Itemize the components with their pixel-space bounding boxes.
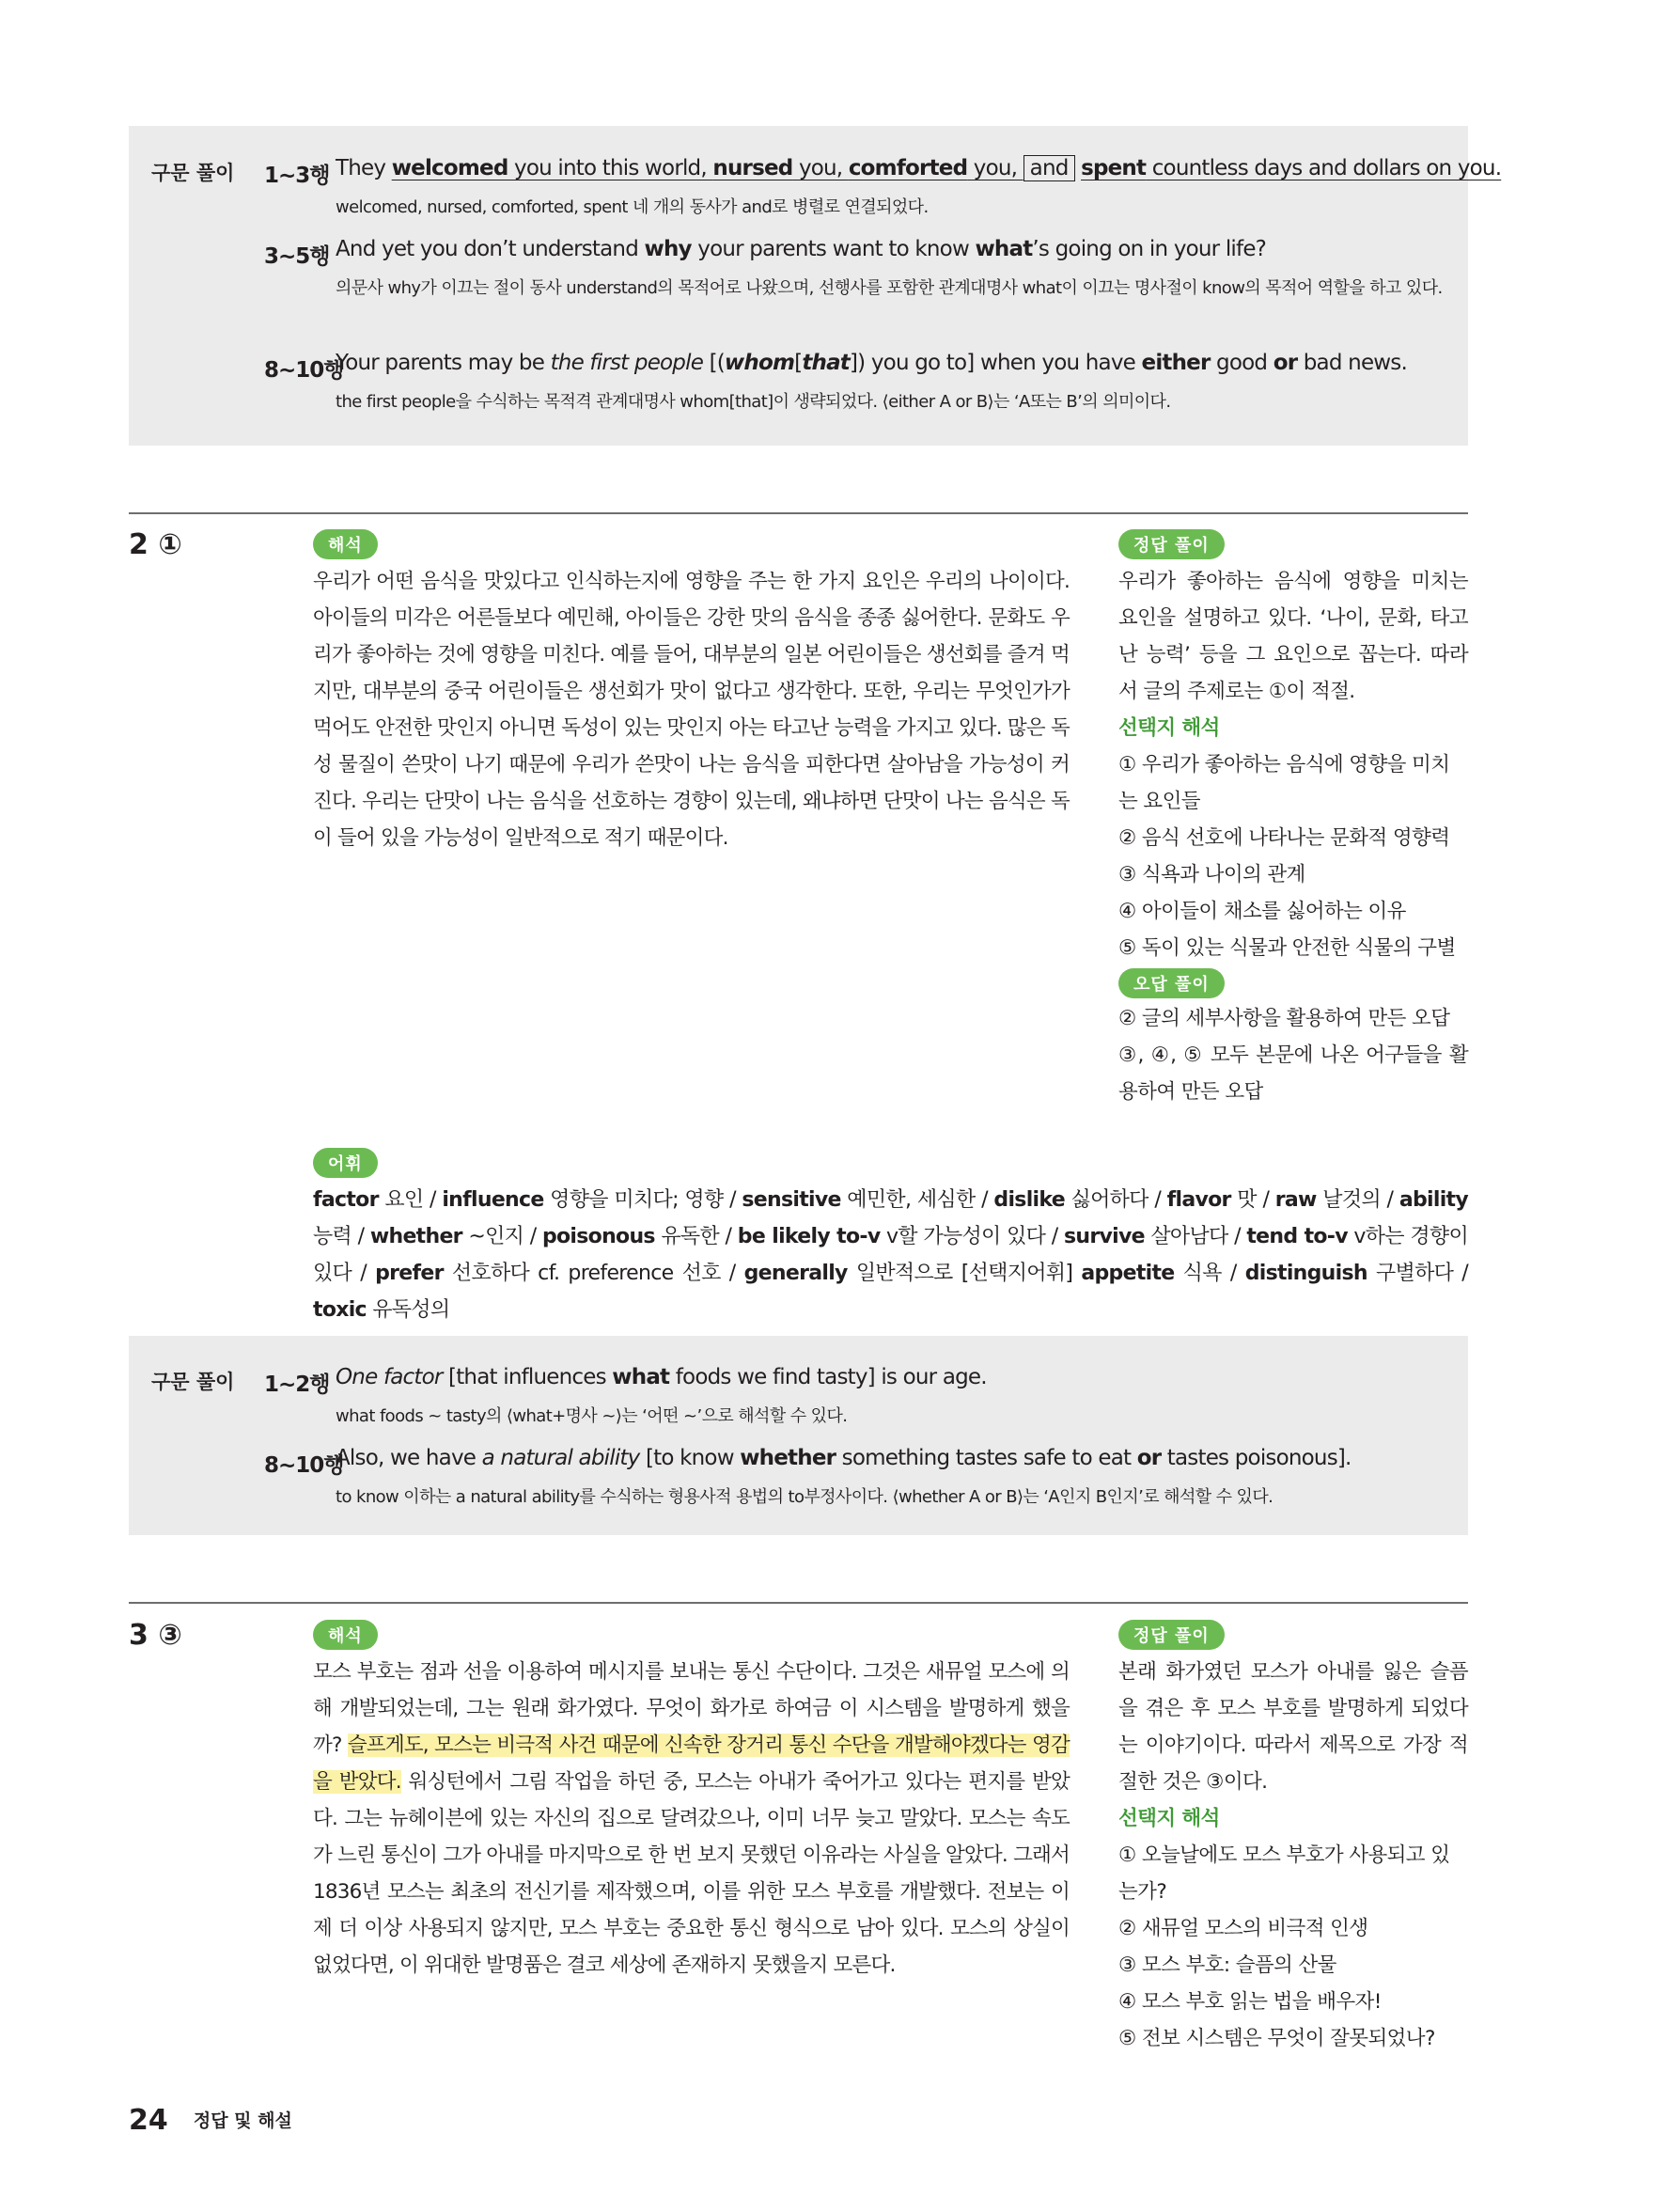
line-ref: 3~5행 (264, 244, 330, 269)
syntax-sentence: One factor [that influences what foods we find tasty] is our age. (336, 1365, 987, 1389)
choice-item: ④ 모스 부호 읽는 법을 배우자! (1118, 1990, 1382, 2014)
line-ref: 1~3행 (264, 164, 330, 188)
highlighted-sentence: 슬프게도, 모스는 비극적 사건 때문에 신속한 장거리 통신 수단을 개발해야겠다는 영감을 받았다. (313, 1734, 1070, 1794)
tag-answer: 정답 풀이 (1118, 1620, 1225, 1650)
choice-item: ① 우리가 좋아하는 음식에 영향을 미치는 요인들 (1118, 753, 1450, 813)
syntax-note: 의문사 why가 이끄는 절이 동사 understand의 목적어로 나왔으며, 선행사를 포함한 관계대명사 what이 이끄는 명사절이 know의 목적어 역할을 하고 있다. (336, 278, 1443, 298)
syntax-label: 구문 풀이 (151, 162, 235, 184)
page-footer (129, 2104, 292, 2137)
syntax-sentence: They welcomed you into this world, nursed you, comforted you, and spent countless days and dollars on you. (336, 156, 1502, 180)
tag-answer: 정답 풀이 (1118, 529, 1225, 559)
question-number: 2 ① (129, 528, 182, 561)
vocab-text: factor 요인 / influence 영향을 미치다; 영향 / sensitive 예민한, 세심한 / dislike 싫어하다 / flavor 맛 / raw 날것의 / ability 능력 / whether ~인지 / poisonous 유독한 / be likely to-v v할 가능성이 있다 / survive 살아남다 / tend to-v v하는 경향이 있다 / prefer 선호하다 cf. preference 선호 / generally 일반적으로 [선택지어휘] appetite 식욕 / distinguish 구별하다 / toxic 유독성의 (313, 1188, 1469, 1322)
wrong-item: ③, ④, ⑤ 모두 본문에 나온 어구들을 활용하여 만든 오답 (1118, 1043, 1468, 1104)
choice-item: ④ 아이들이 채소를 싫어하는 이유 (1118, 900, 1406, 923)
syntax-sentence: And yet you don’t understand why your parents want to know what’s going on in your life? (336, 237, 1267, 261)
syntax-label: 구문 풀이 (151, 1371, 235, 1393)
translation-section (313, 1620, 1070, 1984)
answer-section (1118, 1620, 1468, 2057)
translation-text: 모스 부호는 점과 선을 이용하여 메시지를 보내는 통신 수단이다. 그것은 새뮤얼 모스에 의해 개발되었는데, 그는 원래 화가였다. 무엇이 화가로 하여금 이 시스템을 발명하게 했을까? 슬프게도, 모스는 비극적 사건 때문에 신속한 장거리 통신 수단을 개발해야겠다는 영감을 받았다. 워싱턴에서 그림 작업을 하던 중, 모스는 아내가 죽어가고 있다는 편지를 받았다. 그는 뉴헤이븐에 있는 자신의 집으로 달려갔으나, 이미 너무 늦고 말았다. 모스는 속도가 느린 통신이 그가 아내를 마지막으로 한 번 보지 못했던 이유라는 사실을 알았다. 그래서 1836년 모스는 최초의 전신기를 제작했으며, 이를 위한 모스 부호를 개발했다. 전보는 이제 더 이상 사용되지 않지만, 모스 부호는 중요한 통신 형식으로 남아 있다. 모스의 상실이 없었다면, 이 위대한 발명품은 결코 세상에 존재하지 못했을지 모른다. (313, 1660, 1070, 1977)
tag-translation: 해석 (313, 1620, 378, 1650)
question-number: 3 ③ (129, 1619, 182, 1652)
line-ref: 8~10행 (264, 1453, 344, 1478)
divider (129, 512, 1468, 514)
syntax-sentence: Your parents may be the first people [(whom[that]) you go to] when you have either good or bad news. (336, 351, 1407, 375)
syntax-sentence: Also, we have a natural ability [to know whether something tastes safe to eat or tastes poisonous]. (336, 1446, 1352, 1470)
choice-item: ⑤ 전보 시스템은 무엇이 잘못되었나? (1118, 2027, 1435, 2050)
syntax-note: what foods ~ tasty의 ⟨what+명사 ~⟩는 ‘어떤 ~’으로 해석할 수 있다. (336, 1406, 848, 1426)
tag-wrong: 오답 풀이 (1118, 968, 1225, 998)
syntax-box-1 (129, 126, 1502, 446)
choices-heading: 선택지 해석 (1118, 1807, 1220, 1830)
tag-translation: 해석 (313, 529, 378, 559)
vocab-section (313, 1148, 1468, 1328)
wrong-item: ② 글의 세부사항을 활용하여 만든 오답 (1118, 1007, 1450, 1030)
translation-section (313, 529, 1070, 856)
footer-title: 정답 및 해설 (193, 2110, 292, 2131)
choice-item: ① 오늘날에도 모스 부호가 사용되고 있는가? (1118, 1843, 1450, 1904)
syntax-note: to know 이하는 a natural ability를 수식하는 형용사적 용법의 to부정사이다. ⟨whether A or B⟩는 ‘A인지 B인지’로 해석할 수 있다. (336, 1487, 1274, 1507)
answer-explanation: 우리가 좋아하는 음식에 영향을 미치는 요인을 설명하고 있다. ‘나이, 문화, 타고난 능력’ 등을 그 요인으로 꼽는다. 따라서 글의 주제로는 ①이 적절. (1118, 570, 1468, 703)
answer-explanation: 본래 화가였던 모스가 아내를 잃은 슬픔을 겪은 후 모스 부호를 발명하게 되었다는 이야기이다. 따라서 제목으로 가장 적절한 것은 ③이다. (1118, 1660, 1468, 1794)
choice-item: ② 새뮤얼 모스의 비극적 인생 (1118, 1917, 1368, 1940)
page-number: 24 (129, 2104, 168, 2137)
divider (129, 1602, 1468, 1604)
syntax-note: the first people을 수식하는 목적격 관계대명사 whom[that]이 생략되었다. ⟨either A or B⟩는 ‘A또는 B’의 의미이다. (336, 392, 1171, 412)
choices-heading: 선택지 해석 (1118, 716, 1220, 740)
syntax-box-2 (129, 1336, 1468, 1535)
choice-item: ② 음식 선호에 나타나는 문화적 영향력 (1118, 826, 1450, 850)
line-ref: 8~10행 (264, 358, 344, 383)
tag-vocab: 어휘 (313, 1148, 378, 1178)
translation-text: 우리가 어떤 음식을 맛있다고 인식하는지에 영향을 주는 한 가지 요인은 우리의 나이이다. 아이들의 미각은 어른들보다 예민해, 아이들은 강한 맛의 음식을 종종 싫어한다. 문화도 우리가 좋아하는 것에 영향을 미친다. 예를 들어, 대부분의 일본 어린이들은 생선회를 즐겨 먹지만, 대부분의 중국 어린이들은 생선회가 맛이 없다고 생각한다. 또한, 우리는 무엇인가가 먹어도 안전한 맛인지 아니면 독성이 있는 맛인지 아는 타고난 능력을 가지고 있다. 많은 독성 물질이 쓴맛이 나기 때문에 우리가 쓴맛이 나는 음식을 피한다면 살아남을 가능성이 커진다. 우리는 단맛이 나는 음식을 선호하는 경향이 있는데, 왜냐하면 단맛이 나는 음식은 독이 들어 있을 가능성이 일반적으로 적기 때문이다. (313, 570, 1070, 850)
line-ref: 1~2행 (264, 1373, 330, 1397)
choice-item: ③ 모스 부호: 슬픔의 산물 (1118, 1953, 1336, 1977)
choice-item: ③ 식욕과 나이의 관계 (1118, 863, 1305, 886)
syntax-note: welcomed, nursed, comforted, spent 네 개의 동사가 and로 병렬로 연결되었다. (336, 197, 929, 217)
choice-item: ⑤ 독이 있는 식물과 안전한 식물의 구별 (1118, 936, 1456, 960)
answer-section (1118, 529, 1468, 1110)
